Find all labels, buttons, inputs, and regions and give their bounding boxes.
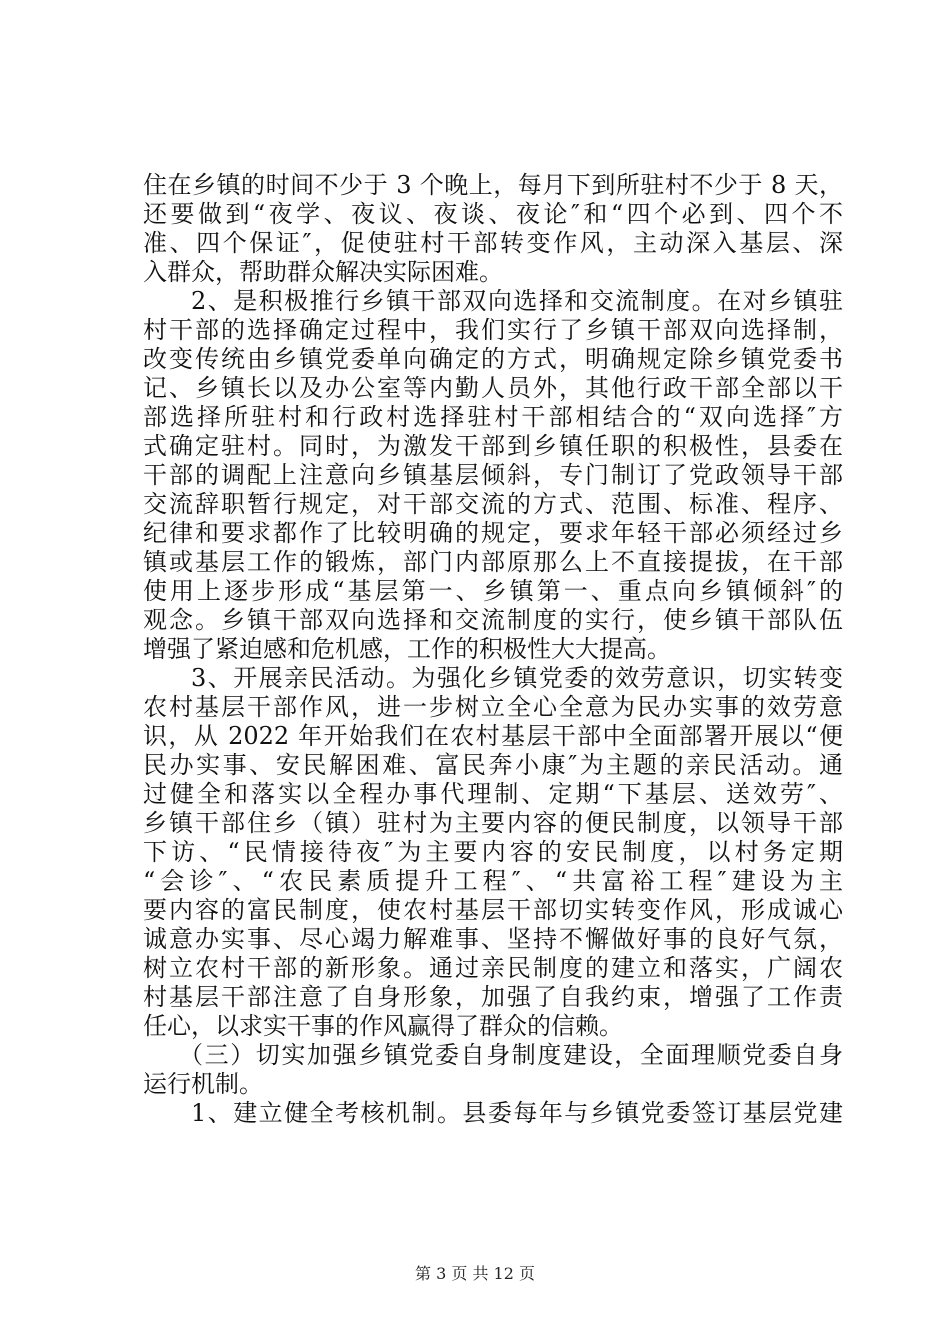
text-line: 下访、“民情接待夜″为主要内容的安民制度，以村务定期 [143,838,843,866]
text-line: 乡镇干部住乡（镇）驻村为主要内容的便民制度，以领导干部 [143,809,843,837]
page-footer: 第 3 页 共 12 页 [415,1264,535,1283]
text-line: 纪律和要求都作了比较明确的规定，要求年轻干部必须经过乡 [143,519,843,547]
text-line: 要内容的富民制度，使农村基层干部切实转变作风，形成诚心 [143,896,843,924]
text-line: 式确定驻村。同时，为激发干部到乡镇任职的积极性，县委在 [143,432,843,460]
text-line: 2、是积极推行乡镇干部双向选择和交流制度。在对乡镇驻 [191,287,843,315]
text-line: 观念。乡镇干部双向选择和交流制度的实行，使乡镇干部队伍 [143,606,843,634]
text-line: 改变传统由乡镇党委单向确定的方式，明确规定除乡镇党委书 [143,345,843,373]
text-line: 运行机制。 [143,1070,263,1098]
text-line: 诚意办实事、尽心竭力解难事、坚持不懈做好事的良好气氛， [143,925,843,953]
text-line: 识，从 2022 年开始我们在农村基层干部中全面部署开展以“便 [143,722,843,750]
text-line: “会诊″、“农民素质提升工程″、“共富裕工程″建设为主 [143,867,843,895]
text-line: 镇或基层工作的锻炼，部门内部原那么上不直接提拔，在干部 [143,548,843,576]
text-line: 增强了紧迫感和危机感，工作的积极性大大提高。 [143,635,671,663]
text-line: 村基层干部注意了自身形象，加强了自我约束，增强了工作责 [143,983,843,1011]
text-line: 民办实事、安民解困难、富民奔小康″为主题的亲民活动。通 [143,751,843,779]
text-line: 记、乡镇长以及办公室等内勤人员外，其他行政干部全部以干 [143,374,843,402]
text-line: 任心，以求实干事的作风赢得了群众的信赖。 [143,1012,623,1040]
text-line: 入群众，帮助群众解决实际困难。 [143,258,503,286]
text-line: 住在乡镇的时间不少于 3 个晚上，每月下到所驻村不少于 8 天， [143,171,843,199]
text-line: 交流辞职暂行规定，对干部交流的方式、范围、标准、程序、 [143,490,843,518]
text-line: 还要做到“夜学、夜议、夜谈、夜论″和“四个必到、四个不 [143,200,843,228]
text-line: 过健全和落实以全程办事代理制、定期“下基层、送效劳″、 [143,780,843,808]
text-line: 部选择所驻村和行政村选择驻村干部相结合的“双向选择″方 [143,403,843,431]
text-line: 3、开展亲民活动。为强化乡镇党委的效劳意识，切实转变 [191,664,843,692]
text-line: 准、四个保证″，促使驻村干部转变作风，主动深入基层、深 [143,229,843,257]
text-line: 树立农村干部的新形象。通过亲民制度的建立和落实，广阔农 [143,954,843,982]
text-line: 干部的调配上注意向乡镇基层倾斜，专门制订了党政领导干部 [143,461,843,489]
text-line: 农村基层干部作风，进一步树立全心全意为民办实事的效劳意 [143,693,843,721]
text-line: 1、建立健全考核机制。县委每年与乡镇党委签订基层党建 [191,1099,843,1127]
text-line: 使用上逐步形成“基层第一、乡镇第一、重点向乡镇倾斜″的 [143,577,843,605]
text-line: 村干部的选择确定过程中，我们实行了乡镇干部双向选择制， [143,316,843,344]
document-body [143,171,843,1128]
text-line: （三）切实加强乡镇党委自身制度建设，全面理顺党委自身 [179,1041,843,1069]
